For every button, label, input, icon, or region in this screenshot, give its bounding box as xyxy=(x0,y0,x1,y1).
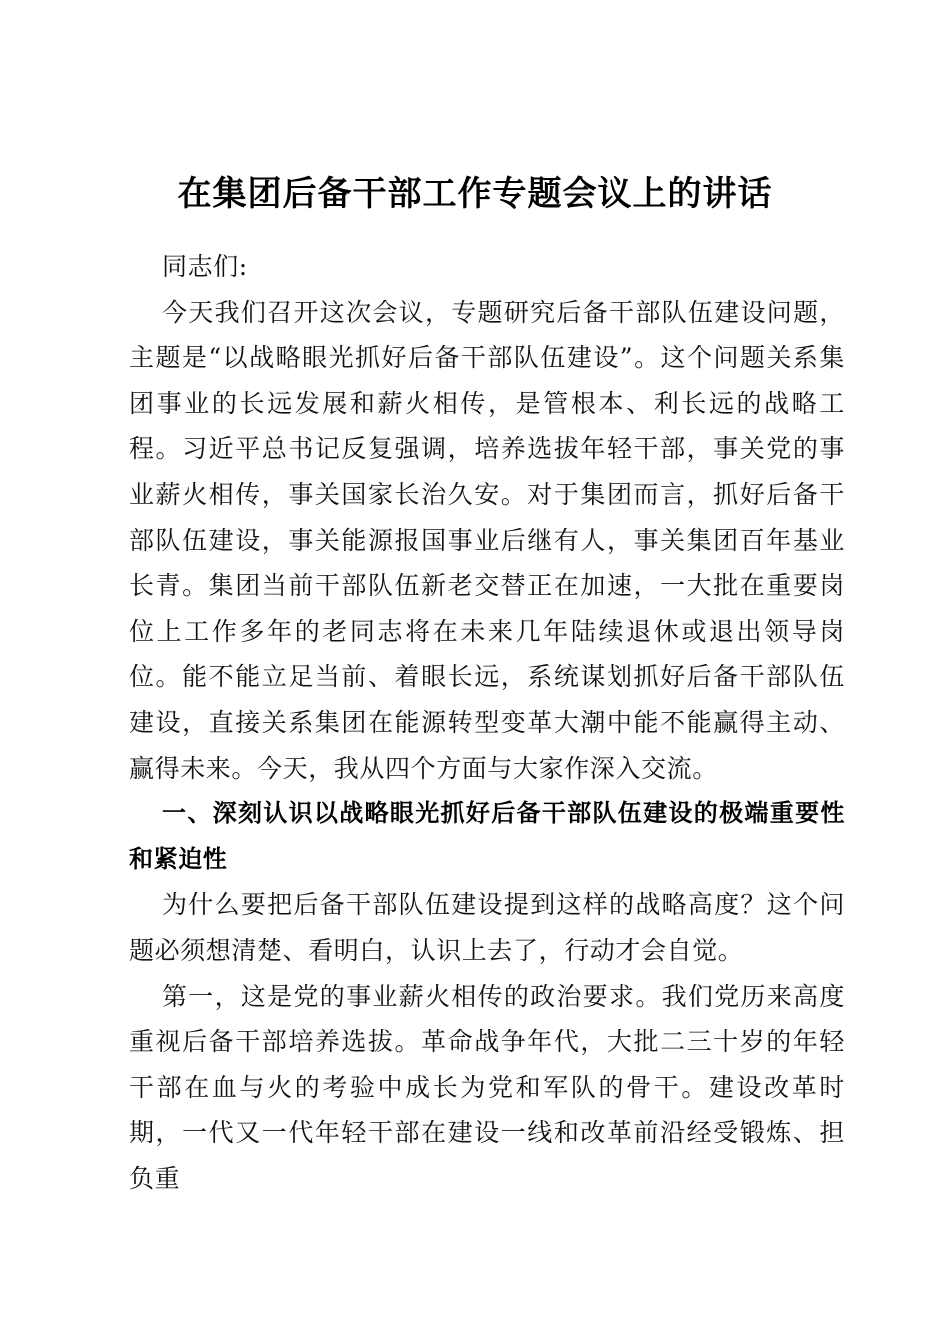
paragraph-intro: 今天我们召开这次会议，专题研究后备干部队伍建设问题，主题是“以战略眼光抓好后备干部队伍建设”。这个问题关系集团事业的长远发展和薪火相传，是管根本、利长远的战略工程。习近平总书记反复强调，培养选拔年轻干部，事关党的事业薪火相传，事关国家长治久安。对于集团而言，抓好后备干部队伍建设，事关能源报国事业后继有人，事关集团百年基业长青。集团当前干部队伍新老交替正在加速，一大批在重要岗位上工作多年的老同志将在未来几年陆续退休或退出领导岗位。能不能立足当前、着眼长远，系统谋划抓好后备干部队伍建设，直接关系集团在能源转型变革大潮中能不能赢得主动、赢得未来。今天，我从四个方面与大家作深入交流。 xyxy=(129,297,845,783)
salutation: 同志们: xyxy=(162,252,248,281)
paragraph-question: 为什么要把后备干部队伍建设提到这样的战略高度？这个问题必须想清楚、看明白，认识上去了，行动才会自觉。 xyxy=(129,890,845,965)
paragraph-first-point: 第一，这是党的事业薪火相传的政治要求。我们党历来高度重视后备干部培养选拔。革命战争年代，大批二三十岁的年轻干部在血与火的考验中成长为党和军队的骨干。建设改革时期，一代又一代年轻干部在建设一线和改革前沿经受锻炼、担负重 xyxy=(129,981,845,1193)
section-heading-1: 一、深刻认识以战略眼光抓好后备干部队伍建设的极端重要性和紧迫性 xyxy=(129,799,845,873)
document-title: 在集团后备干部工作专题会议上的讲话 xyxy=(177,174,773,214)
document-body xyxy=(129,244,845,1201)
